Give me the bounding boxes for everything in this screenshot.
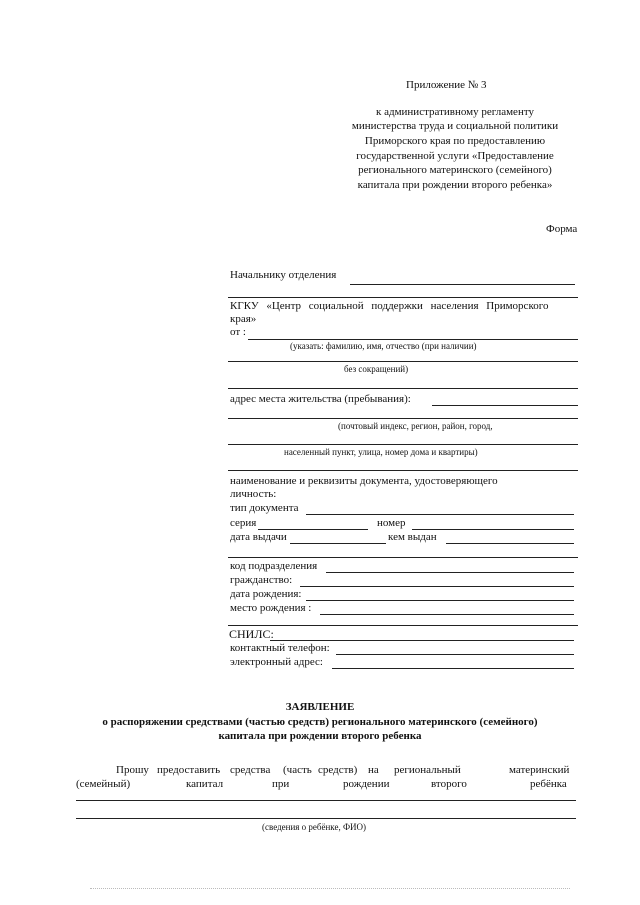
body-word: средств) xyxy=(318,764,358,776)
body-word: предоставить xyxy=(157,764,221,776)
regulation-line: Приморского края по предоставлению xyxy=(364,135,546,147)
number-field[interactable] xyxy=(412,529,574,530)
child-info-field[interactable] xyxy=(76,818,576,819)
body-word: капитал xyxy=(186,778,224,790)
birth-place-field[interactable] xyxy=(228,625,578,626)
id-doc-label: наименование и реквизиты документа, удостоверяющего xyxy=(230,475,498,487)
snils-field[interactable] xyxy=(270,640,574,641)
from-field[interactable] xyxy=(248,339,578,340)
birth-place-field[interactable] xyxy=(320,614,574,615)
dept-code-label: код подразделения xyxy=(230,560,318,572)
residence-field[interactable] xyxy=(228,418,578,419)
id-doc-label: личность: xyxy=(230,488,277,500)
body-word: рождении xyxy=(343,778,390,790)
form-label: Форма xyxy=(546,223,578,235)
body-word: второго xyxy=(431,778,467,790)
regulation-line: государственной услуги «Предоставление xyxy=(356,150,554,162)
citizenship-label: гражданство: xyxy=(230,574,293,586)
statement-subtitle: о распоряжении средствами (частью средств) регионального материнского (семейного) xyxy=(102,716,538,728)
birth-place-label: место рождения : xyxy=(230,602,312,614)
regulation-line: капитала при рождении второго ребенка» xyxy=(357,179,553,191)
hint-full: без сокращений) xyxy=(344,364,409,374)
org-name-line: края» xyxy=(230,313,257,325)
birth-date-label: дата рождения: xyxy=(230,588,302,600)
number-label: номер xyxy=(377,517,406,529)
residence-field[interactable] xyxy=(228,444,578,445)
hint-child: (сведения о ребёнке, ФИО) xyxy=(262,822,367,832)
body-word: региональный xyxy=(394,764,461,776)
statement-title: ЗАЯВЛЕНИЕ xyxy=(285,701,355,713)
phone-field[interactable] xyxy=(336,654,574,655)
annex-number: Приложение № 3 xyxy=(406,79,487,91)
statement-subtitle: капитала при рождении второго ребенка xyxy=(218,730,422,742)
regulation-line: регионального материнского (семейного) xyxy=(358,164,552,176)
body-word: (семейный) xyxy=(76,778,131,790)
issue-date-field[interactable] xyxy=(290,543,386,544)
regulation-line: министерства труда и социальной политики xyxy=(351,120,559,132)
issued-by-field[interactable] xyxy=(446,543,574,544)
fio-field[interactable] xyxy=(228,388,578,389)
addressee-head-label: Начальнику отделения xyxy=(230,269,337,281)
birth-date-field[interactable] xyxy=(306,600,574,601)
issued-by-field[interactable] xyxy=(228,557,578,558)
email-label: электронный адрес: xyxy=(230,656,323,668)
body-word: материнский xyxy=(509,764,570,776)
addressee-head-field[interactable] xyxy=(350,284,575,285)
child-info-field[interactable] xyxy=(76,800,576,801)
from-label: от : xyxy=(230,326,246,338)
hint-postal: (почтовый индекс, регион, район, город, xyxy=(338,421,493,431)
body-word: (часть xyxy=(283,764,312,776)
email-field[interactable] xyxy=(332,668,574,669)
citizenship-field[interactable] xyxy=(300,586,574,587)
series-label: серия xyxy=(230,517,257,529)
dept-code-field[interactable] xyxy=(326,572,574,573)
hint-locality: населенный пункт, улица, номер дома и квартиры) xyxy=(284,447,478,457)
body-word: ребёнка xyxy=(530,778,567,790)
scan-artifact xyxy=(90,888,570,889)
issued-by-label: кем выдан xyxy=(388,531,437,543)
body-word: при xyxy=(272,778,290,790)
snils-label: СНИЛС: xyxy=(229,627,274,641)
residence-label: адрес места жительства (пребывания): xyxy=(230,393,411,405)
residence-field[interactable] xyxy=(432,405,578,406)
addressee-line[interactable] xyxy=(228,297,578,298)
fio-field[interactable] xyxy=(228,361,578,362)
body-word: средства xyxy=(230,764,271,776)
issue-date-label: дата выдачи xyxy=(230,531,287,543)
series-field[interactable] xyxy=(258,529,368,530)
residence-field[interactable] xyxy=(228,470,578,471)
hint-fio: (указать: фамилию, имя, отчество (при наличии) xyxy=(290,341,477,351)
regulation-line: к административному регламенту xyxy=(376,106,534,118)
phone-label: контактный телефон: xyxy=(230,642,330,654)
body-word: Прошу xyxy=(116,764,149,776)
doc-type-field[interactable] xyxy=(306,514,574,515)
body-word: на xyxy=(368,764,379,776)
doc-type-label: тип документа xyxy=(230,502,299,514)
org-name-line: КГКУ «Центр социальной поддержки населения Приморского xyxy=(230,300,549,312)
